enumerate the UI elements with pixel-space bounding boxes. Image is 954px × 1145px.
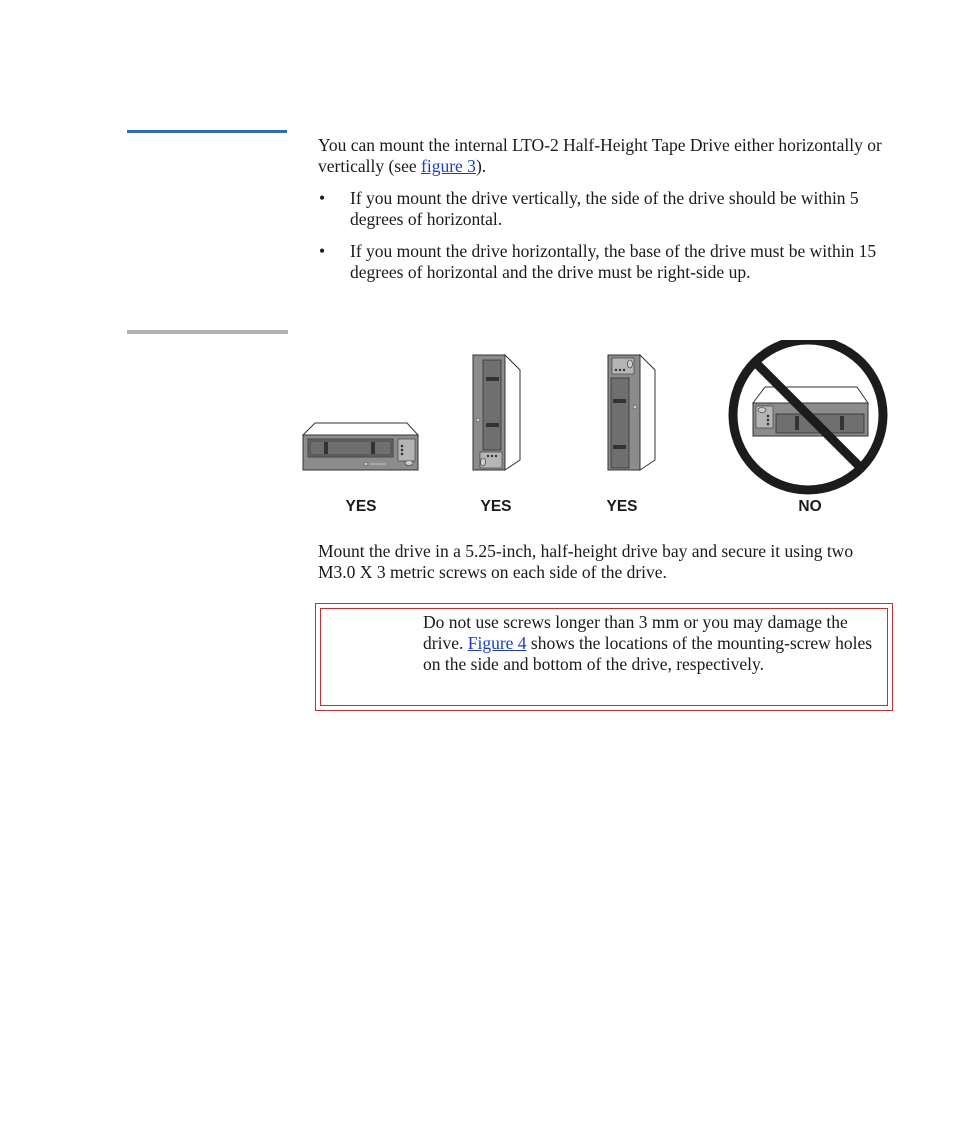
section-heading-rule	[127, 130, 287, 133]
figure-label-yes-1: YES	[345, 498, 377, 515]
bullet-text: If you mount the drive horizontally, the base of the drive must be within 15 degrees of horizontal and the drive must be right-side up.	[350, 241, 877, 282]
vertical-drive-illustration	[473, 355, 520, 470]
figure-3-link[interactable]: figure 3	[421, 156, 476, 176]
intro-text-end: ).	[475, 156, 487, 176]
figure-label-yes-3: YES	[606, 498, 638, 515]
bullet-marker: •	[319, 188, 326, 208]
list-item	[318, 188, 893, 230]
figure-4-link[interactable]: Figure 4	[467, 633, 527, 653]
list-item	[318, 241, 893, 283]
bullet-text: If you mount the drive vertically, the side of the drive should be within 5 degrees of horizontal.	[350, 188, 859, 229]
caution-text-end: shows the locations of the mounting-screw holes on the side and bottom of the drive, respectively.	[423, 633, 873, 674]
mount-instructions: Mount the drive in a 5.25-inch, half-height drive bay and secure it using two M3.0 X 3 metric screws on each side of the drive.	[318, 541, 854, 582]
vertical-drive-inverted-illustration	[608, 355, 655, 470]
mounting-bullets	[318, 188, 893, 294]
mounting-orientation-figure	[300, 340, 900, 500]
figure-label-no: NO	[798, 498, 822, 515]
figure-rule	[127, 330, 288, 334]
caution-text-start: Do not use screws longer than 3 mm or you may damage the drive.	[423, 612, 848, 653]
caution-text	[423, 612, 883, 675]
bullet-marker: •	[319, 241, 326, 261]
horizontal-drive-illustration	[303, 423, 418, 470]
intro-paragraph	[318, 135, 888, 177]
figure-label-yes-2: YES	[480, 498, 512, 515]
intro-text: You can mount the internal LTO-2 Half-Height Tape Drive either horizontally or vertically (see	[318, 135, 882, 176]
